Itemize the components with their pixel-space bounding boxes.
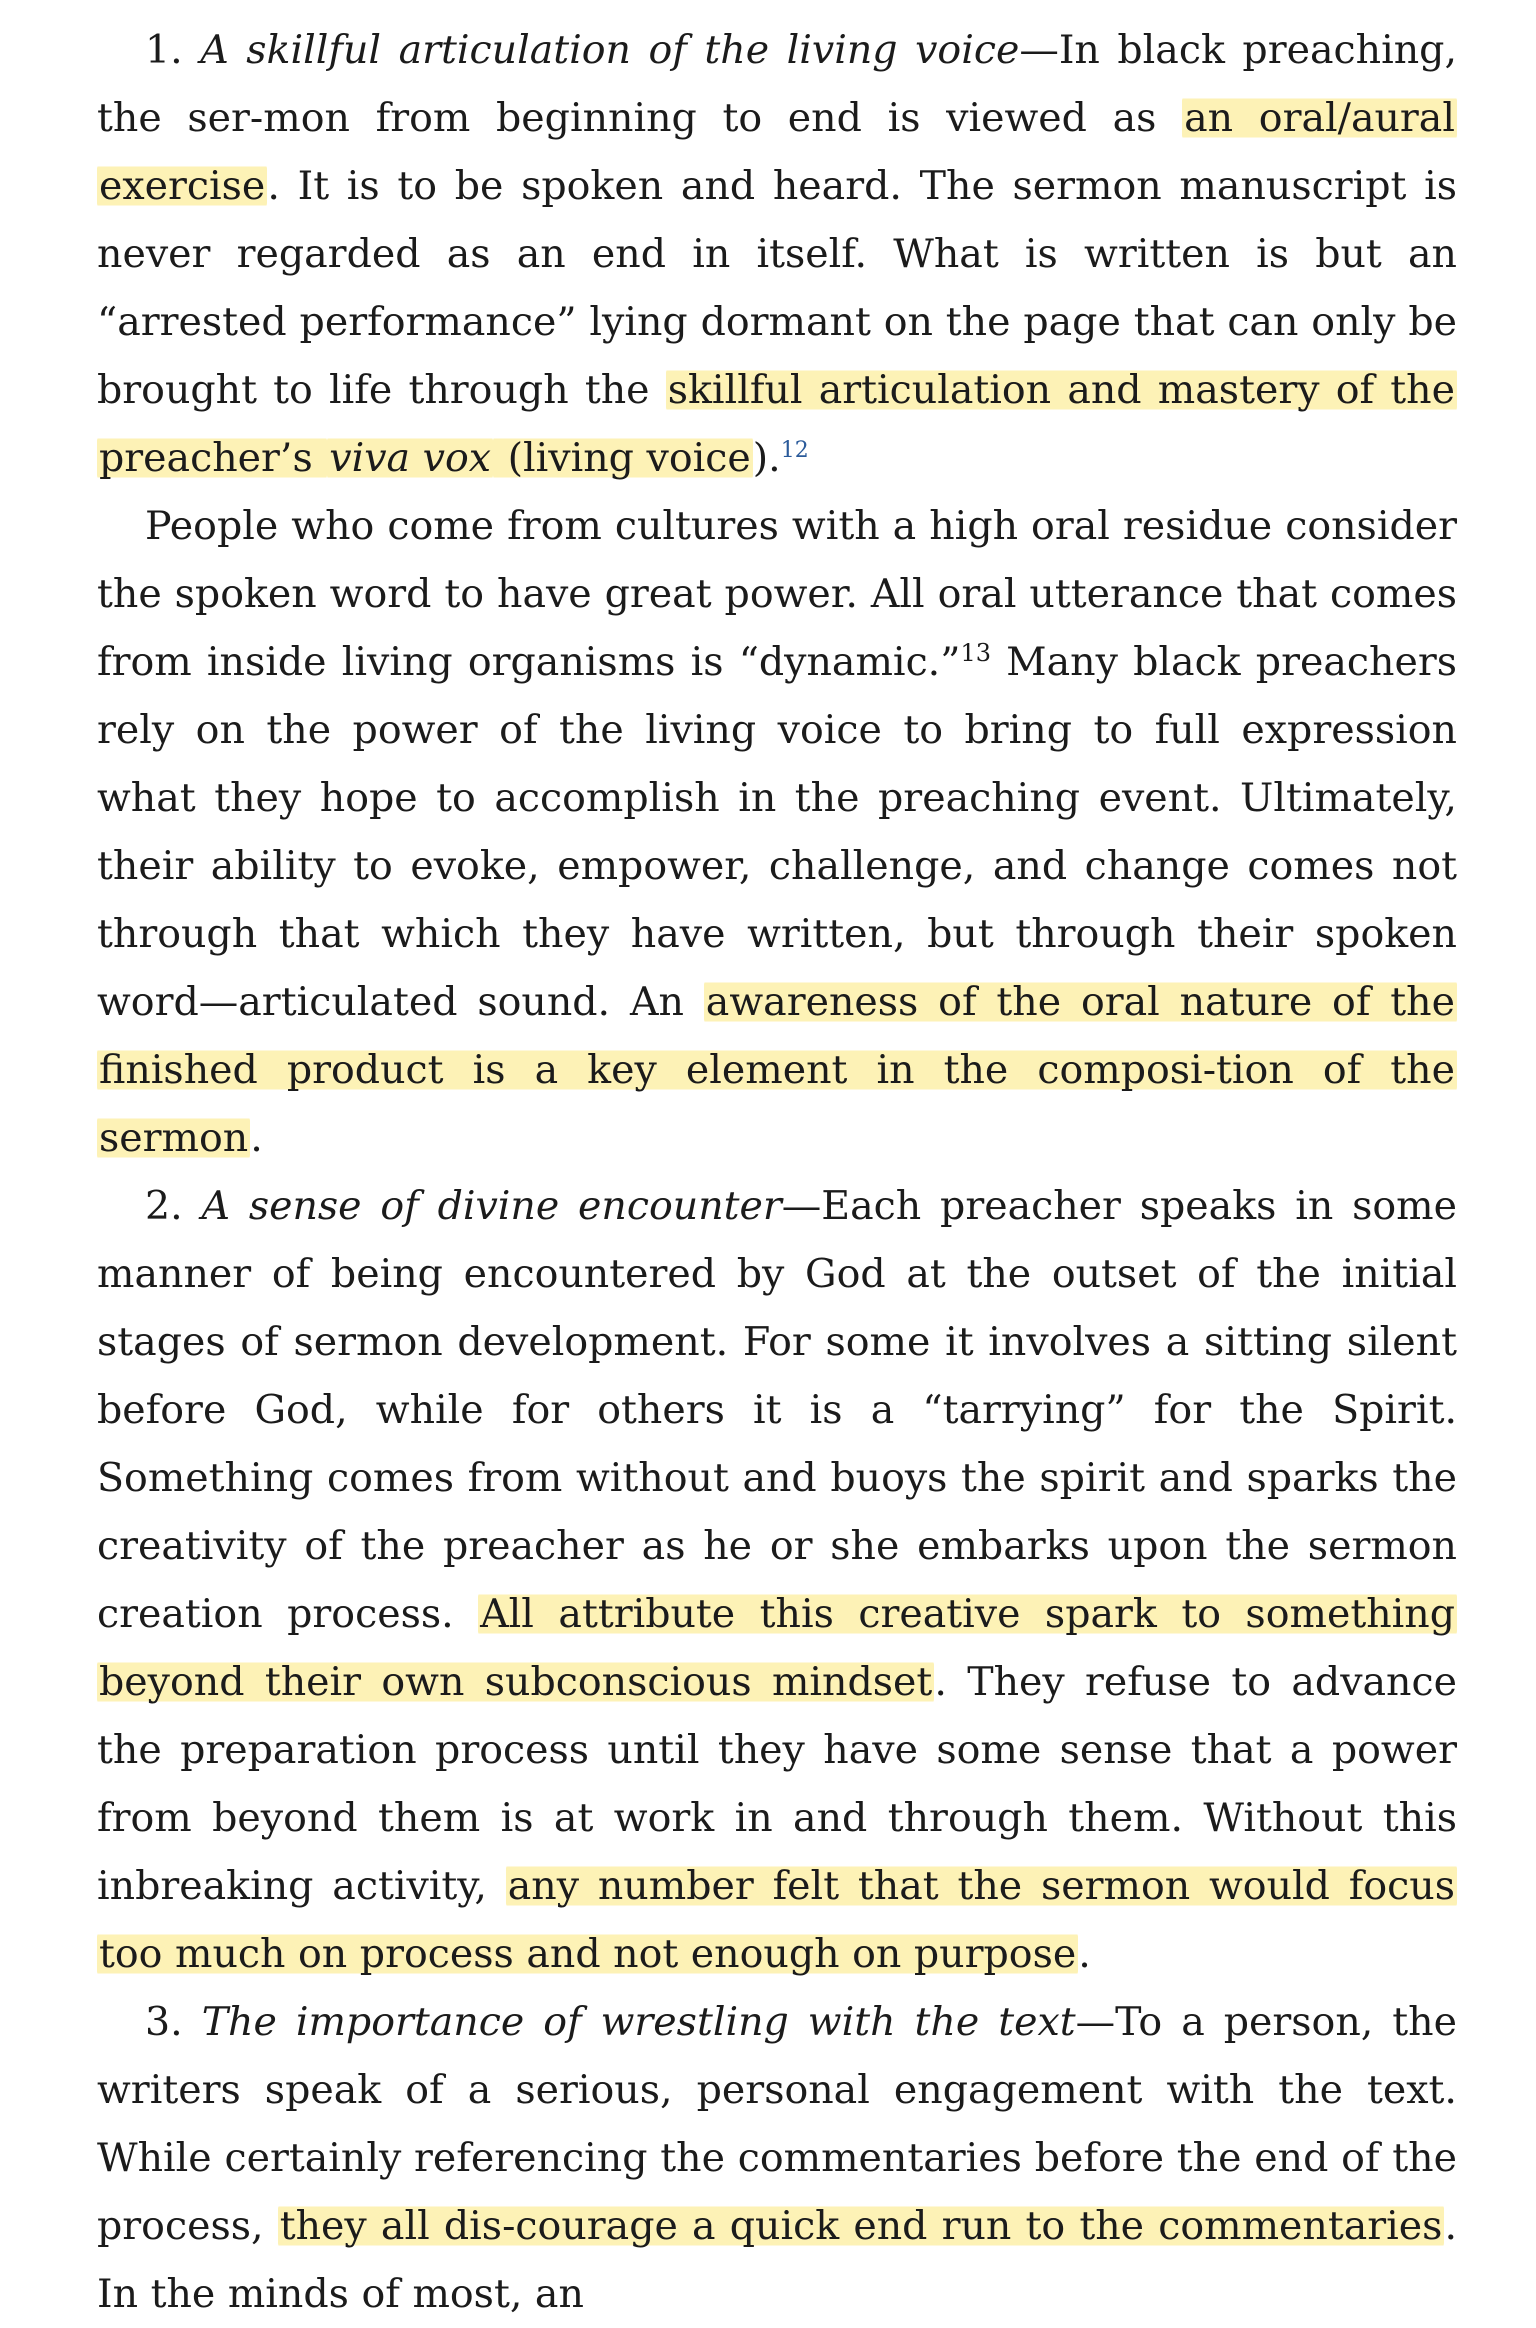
paragraph-text: ). — [752, 435, 781, 481]
paragraph-text: Many black preachers rely on the power of the living voice to bring to full expression what they hope to accomplish in the preaching event. Ultimately, their ability to evoke, empower, challenge, and change comes not through that which they have written, but through their spoken word—articulated sound. An — [97, 639, 1457, 1025]
paragraph-text: . It is to be spoken and heard. The sermon manuscript is never regarded as an end in itself. What is written is but an “arrested performance” lying dormant on the page that can only be brought to life through the — [97, 163, 1457, 413]
highlight[interactable]: they all dis-courage a quick end run to the commentaries — [279, 2203, 1443, 2249]
paragraph-text: —To a person, the writers speak of a serious, personal engagement with the text. While certainly referencing the commentaries before the end of the process, — [97, 1999, 1457, 2249]
section-heading-italic: A sense of divine encounter — [201, 1183, 782, 1229]
paragraph-text: . They refuse to advance the preparation process until they have some sense that a power from beyond them is at work in and through them. Without this inbreaking activity, — [97, 1659, 1457, 1909]
paragraph-text: . — [250, 1115, 263, 1161]
paragraph-text: . — [1078, 1931, 1091, 1977]
list-number: 2. — [145, 1183, 202, 1229]
highlight[interactable]: awareness of the oral nature of the finished product is a key element in the composi-tion of the sermon — [99, 979, 1455, 1161]
paragraph-text: People who come from cultures with a high oral residue consider the spoken word to have great power. All oral utterance that comes from inside living organisms is “dynamic.” — [97, 503, 1457, 685]
highlight[interactable]: skillful articulation and mastery of the preacher’s — [99, 367, 1455, 481]
list-number: 1. — [145, 27, 201, 73]
section-heading-italic: A skillful articulation of the living voice — [200, 27, 1020, 73]
paragraph-divine-encounter — [97, 1172, 1457, 1988]
footnote-link[interactable]: 12 — [780, 437, 809, 463]
paragraph-text: —Each preacher speaks in some manner of being encountered by God at the outset of the initial stages of sermon development. For some it involves a sitting silent before God, while for others it is a “tarrying” for the Spirit. Something comes from without and buoys the spirit and sparks the creativity of the preacher as he or she embarks upon the sermon creation process. — [97, 1183, 1457, 1637]
body-text — [97, 16, 1457, 2328]
highlight[interactable]: any number felt that the sermon would focus too much on process and not enough on purpose — [99, 1863, 1455, 1977]
highlight[interactable]: an oral/aural exercise — [99, 95, 1455, 209]
highlight[interactable]: All attribute this creative spark to something beyond their own subconscious mindset — [99, 1591, 1455, 1705]
paragraph-oral-residue — [97, 492, 1457, 1172]
footnote-marker[interactable]: 13 — [960, 638, 991, 667]
list-number: 3. — [145, 1999, 202, 2045]
highlight-italic[interactable]: viva vox — [329, 435, 492, 481]
section-heading-italic: The importance of wrestling with the text — [201, 1999, 1076, 2045]
paragraph-text: . In the minds of most, an — [97, 2203, 1457, 2317]
paragraph-text: —In black preaching, the ser-mon from beginning to end is viewed as — [97, 27, 1458, 141]
highlight[interactable]: (living voice — [495, 435, 751, 481]
paragraph-wrestling-with-text — [97, 1988, 1457, 2328]
paragraph-skillful-articulation — [97, 16, 1457, 492]
